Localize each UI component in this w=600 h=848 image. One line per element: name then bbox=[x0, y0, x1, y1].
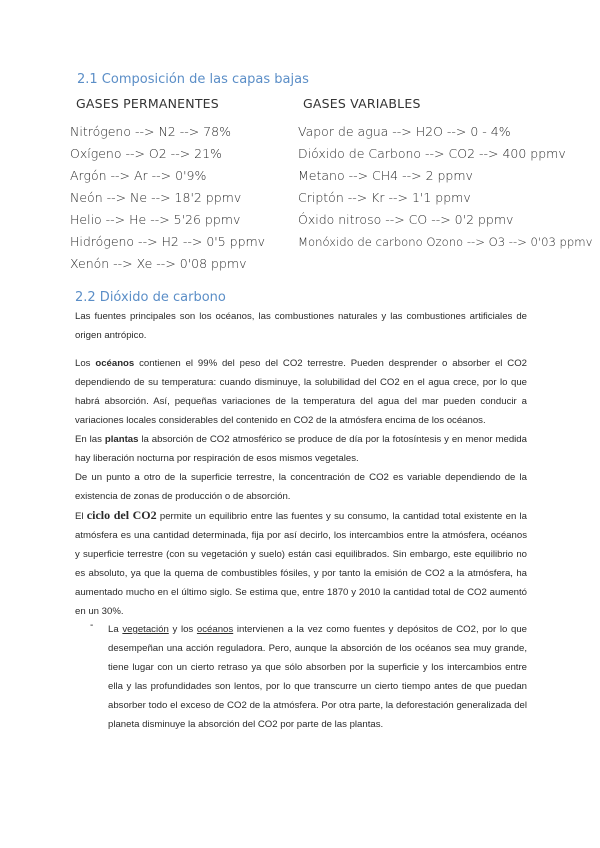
list-item: Monóxido de carbono Ozono --> O3 --> 0'03 ppmv bbox=[298, 235, 593, 249]
bold-term: ciclo del CO2 bbox=[86, 508, 157, 522]
underlined-term: océanos bbox=[196, 624, 234, 635]
bold-term: plantas bbox=[104, 434, 139, 445]
section-title-composicion: 2.1 Composición de las capas bajas bbox=[77, 72, 309, 87]
text-run: y los bbox=[168, 624, 197, 635]
section-title-dioxido: 2.2 Dióxido de carbono bbox=[75, 290, 226, 305]
list-item: Vapor de agua --> H2O --> 0 - 4% bbox=[298, 124, 511, 139]
permanent-gases-heading: GASES PERMANENTES bbox=[76, 96, 219, 111]
paragraph-ciclo bbox=[75, 506, 527, 621]
list-item: Dióxido de Carbono --> CO2 --> 400 ppmv bbox=[298, 146, 566, 161]
list-item: Nitrógeno --> N2 --> 78% bbox=[70, 124, 231, 139]
paragraph-fuentes: Las fuentes principales son los océanos, las combustiones naturales y las combustiones artificiales de origen antrópico. bbox=[75, 311, 527, 341]
paragraph-oceanos bbox=[75, 354, 527, 430]
paragraph-concentracion: De un punto a otro de la superficie terrestre, la concentración de CO2 es variable dependiendo de la existencia de zonas de producción o de absorción. bbox=[75, 472, 527, 502]
list-item: Argón --> Ar --> 0'9% bbox=[70, 168, 207, 183]
text-run: La bbox=[108, 624, 123, 635]
bullet-vegetacion-oceanos bbox=[108, 620, 527, 734]
text-run: contienen el 99% del peso del CO2 terrestre. Pueden desprender o absorber el CO2 dependiendo de su temperatura: cuando disminuye, la solubilidad del CO2 en el agua crece, por lo que habrá absorción. Así, pequeñas variaciones de la temperatura del agua del mar pueden conducir a variaciones locales considerables del contenido en CO2 de la atmósfera encima de los océanos. bbox=[75, 358, 527, 426]
variable-gases-list bbox=[298, 121, 592, 253]
list-item: Óxido nitroso --> CO --> 0'2 ppmv bbox=[298, 212, 514, 227]
list-item: Metano --> CH4 --> 2 ppmv bbox=[298, 168, 473, 183]
text-run: Los bbox=[75, 358, 96, 369]
underlined-term: vegetación bbox=[122, 624, 169, 635]
list-item: Neón --> Ne --> 18'2 ppmv bbox=[70, 190, 242, 205]
variable-gases-heading: GASES VARIABLES bbox=[303, 96, 421, 111]
bold-term: océanos bbox=[95, 358, 135, 369]
list-item: Criptón --> Kr --> 1'1 ppmv bbox=[298, 190, 471, 205]
paragraph-plantas bbox=[75, 430, 527, 468]
text-run: la absorción de CO2 atmosférico se produce de día por la fotosíntesis y en menor medida hay liberación nocturna por respiración de esos mismos vegetales. bbox=[75, 434, 527, 464]
bullet-dash: - bbox=[90, 620, 94, 631]
text-run: El bbox=[75, 511, 87, 522]
list-item: Hidrógeno --> H2 --> 0'5 ppmv bbox=[70, 234, 266, 249]
permanent-gases-list bbox=[70, 121, 265, 275]
text-run: permite un equilibrio entre las fuentes y su consumo, la cantidad total existente en la atmósfera es una cantidad determinada, fija por así decirlo, los intercambios entre la atmósfera, océanos y superficie terrestre (con su vegetación y suelo) están casi equilibrados. Sin embargo, este equilibrio no es absoluto, ya que la quema de combustibles fósiles, y por tanto la emisión de CO2 a la atmósfera, ha aumentado mucho en el último siglo. Se estima que, entre 1870 y 2010 la cantidad total de CO2 aumentó en un 30%. bbox=[75, 511, 528, 617]
list-item: Helio --> He --> 5'26 ppmv bbox=[70, 212, 241, 227]
list-item: Oxígeno --> O2 --> 21% bbox=[70, 146, 222, 161]
list-item: Xenón --> Xe --> 0'08 ppmv bbox=[70, 256, 247, 271]
text-run: intervienen a la vez como fuentes y depósitos de CO2, por lo que desempeñan una acción reguladora. Pero, aunque la absorción de los océanos sea muy grande, tiene lugar con un cierto retraso ya que sólo absorben por la superficie y los intercambios entre ella y las profundidades son lentos, por lo que transcurre un cierto tiempo antes de que puedan absorber todo el exceso de CO2 de la atmósfera. Por otra parte, la deforestación generalizada del planeta disminuye la absorción del CO2 por parte de las plantas. bbox=[108, 624, 528, 730]
text-run: En las bbox=[75, 434, 105, 445]
